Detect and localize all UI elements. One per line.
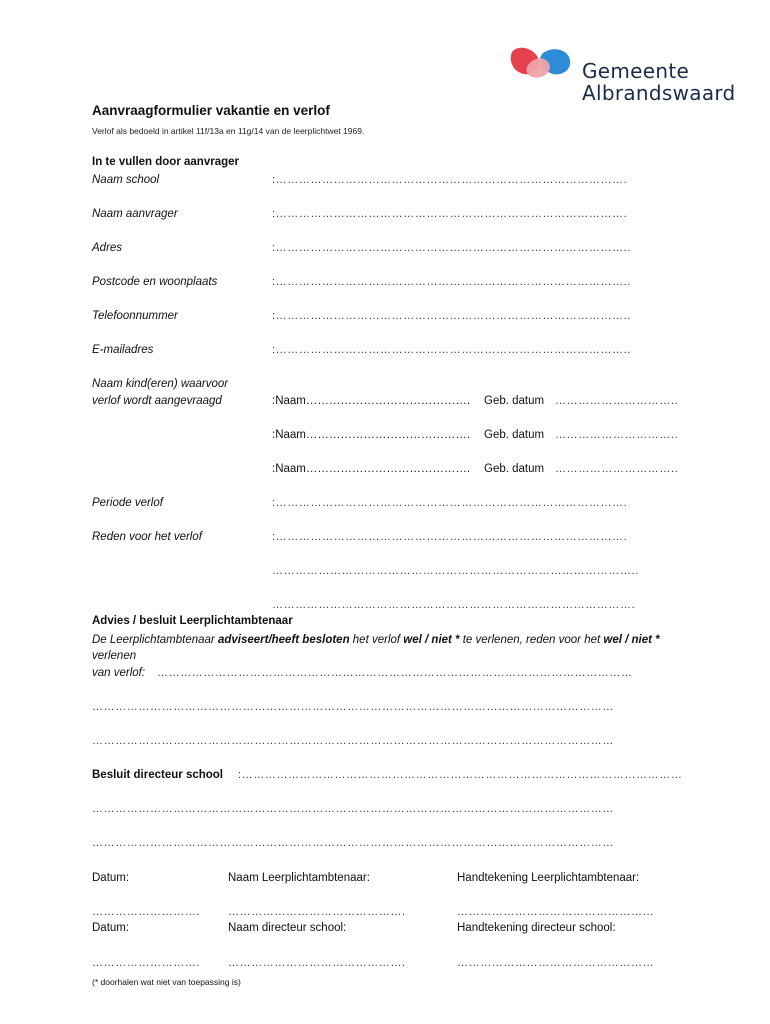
field-label-adres: Adres	[92, 242, 123, 254]
besluit-line-2[interactable]: ………………………………………………………………………………………………………………………	[92, 837, 614, 849]
child-name-input-2[interactable]: :Naam…………………………………….	[272, 429, 471, 441]
van-verlof-label: van verlof:	[92, 667, 146, 679]
sig-datum-input-2[interactable]: ……………………….	[92, 957, 201, 969]
sig-naam-leerplicht-input[interactable]: ……………………………………….	[228, 906, 406, 918]
sig-naam-directeur-input[interactable]: ……………………………………….	[228, 957, 406, 969]
field-input-adres[interactable]: :………………………………………………………………………………..	[272, 242, 631, 254]
field-label-reden-verlof: Reden voor het verlof	[92, 531, 202, 543]
field-input-reden-verlof[interactable]: :……………………………………………………………………………….	[272, 531, 628, 543]
gemeente-logo-icon	[508, 46, 574, 82]
field-label-naam-aanvrager: Naam aanvrager	[92, 208, 178, 220]
advies-text-a: De Leerplichtambtenaar	[92, 634, 218, 646]
field-label-emailadres: E-mailadres	[92, 344, 154, 356]
advies-text-b: adviseert/heeft besloten	[217, 634, 350, 646]
advies-line-1[interactable]: ………………………………………………………………………………………………………………………	[92, 701, 614, 713]
advies-text-g: verlenen	[92, 650, 137, 662]
child-geb-input-3[interactable]: …………………………..	[555, 463, 679, 475]
advies-text-c: het verlof	[349, 634, 404, 646]
field-input-emailadres[interactable]: :………………………………………………………………………………..	[272, 344, 631, 356]
logo-line-1: Gemeente	[582, 59, 690, 83]
field-label-telefoonnummer: Telefoonnummer	[92, 310, 178, 322]
child-name-input-3[interactable]: :Naam…………………………………….	[272, 463, 471, 475]
advies-heading: Advies / besluit Leerplichtambtenaar	[92, 615, 293, 627]
child-geb-input-1[interactable]: …………………………..	[555, 395, 679, 407]
sig-handtekening-directeur-input[interactable]: ……………………………………………	[457, 957, 655, 969]
besluit-line-1[interactable]: ………………………………………………………………………………………………………………………	[92, 803, 614, 815]
field-label-periode-verlof: Periode verlof	[92, 497, 163, 509]
field-input-telefoonnummer[interactable]: :………………………………………………………………………………..	[272, 310, 631, 322]
child-name-input-1[interactable]: :Naam…………………………………….	[272, 395, 471, 407]
sig-naam-directeur-label: Naam directeur school:	[228, 922, 347, 934]
form-title: Aanvraagformulier vakantie en verlof	[92, 103, 330, 118]
child-geb-input-2[interactable]: …………………………..	[555, 429, 679, 441]
besluit-input[interactable]: :……………………………………………………………………………………………………	[238, 769, 683, 781]
child-geb-label-3: Geb. datum	[484, 463, 545, 475]
field-label-postcode-woonplaats: Postcode en woonplaats	[92, 276, 218, 288]
reden-extra-line-1[interactable]: …………………………………………………………………………………..	[272, 565, 639, 577]
field-label-naam-school: Naam school	[92, 174, 160, 186]
besluit-label: Besluit directeur school	[92, 769, 224, 781]
advies-line-2[interactable]: ………………………………………………………………………………………………………………………	[92, 735, 614, 747]
sig-handtekening-directeur-label: Handtekening directeur school:	[457, 922, 616, 934]
field-input-postcode-woonplaats[interactable]: :………………………………………………………………………………..	[272, 276, 631, 288]
advies-paragraph	[92, 632, 702, 664]
logo-line-2: Albrandswaard	[582, 81, 736, 105]
advies-text-e: te verlenen, reden voor het	[459, 634, 604, 646]
sig-handtekening-leerplicht-input[interactable]: ……………………………………………	[457, 906, 655, 918]
sig-handtekening-leerplicht-label: Handtekening Leerplichtambtenaar:	[457, 872, 640, 884]
field-input-naam-aanvrager[interactable]: :……………………………………………………………………………….	[272, 208, 628, 220]
children-label-line-2: verlof wordt aangevraagd	[92, 395, 222, 407]
sig-naam-leerplicht-label: Naam Leerplichtambtenaar:	[228, 872, 370, 884]
sig-datum-input-1[interactable]: ……………………….	[92, 906, 201, 918]
advies-text-d: wel / niet *	[403, 634, 460, 646]
field-input-naam-school[interactable]: :……………………………………………………………………………….	[272, 174, 628, 186]
sig-datum-label-1: Datum:	[92, 872, 130, 884]
applicant-heading: In te vullen door aanvrager	[92, 156, 239, 168]
footnote: (* doorhalen wat niet van toepassing is)	[92, 977, 241, 987]
form-subtitle: Verlof als bedoeld in artikel 11f/13a en 11g/14 van de leerplichtwet 1969.	[92, 126, 365, 136]
children-label-line-1: Naam kind(eren) waarvoor	[92, 378, 229, 390]
advies-text-f: wel / niet *	[603, 634, 660, 646]
child-geb-label-1: Geb. datum	[484, 395, 545, 407]
reden-extra-line-2[interactable]: ………………………………………………………………………………….	[272, 599, 636, 611]
field-input-periode-verlof[interactable]: :……………………………………………………………………………….	[272, 497, 628, 509]
sig-datum-label-2: Datum:	[92, 922, 130, 934]
child-geb-label-2: Geb. datum	[484, 429, 545, 441]
van-verlof-input[interactable]: ……………………………………………………………………………………………………………	[157, 667, 633, 679]
